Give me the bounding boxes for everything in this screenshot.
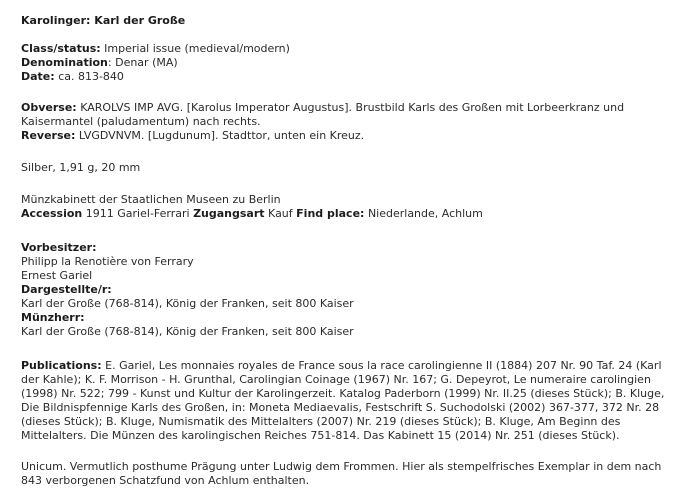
denomination-value: Denar (MA): [115, 56, 178, 69]
dargestellte-label: Dargestellte/r: [21, 283, 108, 296]
collection-name: Münzkabinett der Staatlichen Museen zu Berlin: [21, 193, 281, 206]
note-text: Unicum. Vermutlich posthume Prägung unter Ludwig dem Frommen. Hier als stempelfrisches Exemplar in dem nach 843 verborgenen Schatzfund von Achlum enthalten.: [21, 460, 662, 487]
vorbesitzer-label: Vorbesitzer: [21, 241, 93, 254]
find-place-value: Niederlande, Achlum: [367, 207, 483, 220]
publications-row: Publications: E. Gariel, Les monnaies royales de France sous la race carolingienne II (1884) 207 Nr. 90 Taf. 24 (Karl der Kahle); K. F. Morrison - H. Grunthal, Carolingian Coinage (1967) Nr. 167; G. Depeyrot, Le numeraire carolingien (1998) Nr. 522; 799 - Kunst und Kultur der Karolingerzeit. Katalog Paderborn (1999) Nr. II.25 (dieses Stück); B. Kluge, Die Bildnispfennige Karls des Großen, in: Moneta Mediaevalis, Festschrift S. Suchodolski (2002) 367-377, 372 Nr. 28 (dieses Stück); B. Kluge, Numismatik des Mittelalters (2007) Nr. 219 (dieses Stück); B. Kluge, Am Beginn des Mittelalters. Die Münzen des karolingischen Reiches 751-814. Das Kabinett 15 (2014) Nr. 251 (dieses Stück).: [21, 359, 665, 442]
publications-label: Publications: [21, 359, 98, 372]
reverse-value: LVGDVNVM. [Lugdunum]. Stadttor, unten ein Kreuz.: [78, 129, 365, 142]
record-title: Karolinger: Karl der Große: [21, 14, 186, 27]
muenzherr-label: Münzherr: [21, 311, 81, 324]
description: [21, 101, 666, 143]
publications-info: [21, 359, 666, 443]
muenzherr-row: Münzherr:: [21, 311, 85, 324]
zugangsart-label: Zugangsart: [193, 207, 265, 220]
dargestellte-row: Dargestellte/r:: [21, 283, 112, 296]
class-status-label: Class/status: [21, 42, 97, 55]
denomination-row: Denomination: Denar (MA): [21, 56, 178, 69]
accession-value: 1911 Gariel-Ferrari: [85, 207, 190, 220]
basic-info: [21, 42, 666, 84]
collection-info: [21, 193, 666, 221]
accession-row: [21, 207, 666, 221]
accession-label: Accession: [21, 207, 83, 220]
vorbesitzer-row: Vorbesitzer:: [21, 241, 97, 254]
note-info: [21, 460, 666, 488]
obverse-value: KAROLVS IMP AVG. [Karolus Imperator Augustus]. Brustbild Karls des Großen mit Lorbeerkranz und Kaisermantel (paludamentum) nach rechts.: [21, 101, 625, 128]
dargestellte-value: Karl der Große (768-814), König der Franken, seit 800 Kaiser: [21, 297, 354, 310]
denomination-label: Denomination: [21, 56, 108, 69]
publications-value: E. Gariel, Les monnaies royales de France sous la race carolingienne II (1884) 207 Nr. 90 Taf. 24 (Karl der Kahle); K. F. Morrison - H. Grunthal, Carolingian Coinage (1967) Nr. 167; G. Depeyrot, Le numeraire carolingien (1998) Nr. 522; 799 - Kunst und Kultur der Karolingerzeit. Katalog Paderborn (1999) Nr. II.25 (dieses Stück); B. Kluge, Die Bildnispfennige Karls des Großen, in: Moneta Mediaevalis, Festschrift S. Suchodolski (2002) 367-377, 372 Nr. 28 (dieses Stück); B. Kluge, Numismatik des Mittelalters (2007) Nr. 219 (dieses Stück); B. Kluge, Am Beginn des Mittelalters. Die Münzen des karolingischen Reiches 751-814. Das Kabinett 15 (2014) Nr. 251 (dieses Stück).: [21, 359, 665, 442]
reverse-label: Reverse: [21, 129, 71, 142]
reverse-row: Reverse: LVGDVNVM. [Lugdunum]. Stadttor, unten ein Kreuz.: [21, 129, 365, 142]
date-label: Date: [21, 70, 51, 83]
material-info: [21, 161, 666, 175]
zugangsart-value: Kauf: [268, 207, 293, 220]
material-text: Silber, 1,91 g, 20 mm: [21, 161, 141, 174]
class-status-value: Imperial issue (medieval/modern): [104, 42, 290, 55]
provenance-info: [21, 241, 666, 339]
vorbesitzer-item: Ernest Gariel: [21, 269, 93, 282]
obverse-row: Obverse: KAROLVS IMP AVG. [Karolus Imperator Augustus]. Brustbild Karls des Großen mit Lorbeerkranz und Kaisermantel (paludamentum) nach rechts.: [21, 101, 625, 128]
find-place-label: Find place:: [296, 207, 365, 220]
date-value: ca. 813-840: [58, 70, 124, 83]
obverse-label: Obverse: [21, 101, 73, 114]
class-status-row: Class/status: Imperial issue (medieval/modern): [21, 42, 290, 55]
vorbesitzer-item: Philipp la Renotière von Ferrary: [21, 255, 194, 268]
date-row: Date: ca. 813-840: [21, 70, 124, 83]
muenzherr-value: Karl der Große (768-814), König der Franken, seit 800 Kaiser: [21, 325, 354, 338]
